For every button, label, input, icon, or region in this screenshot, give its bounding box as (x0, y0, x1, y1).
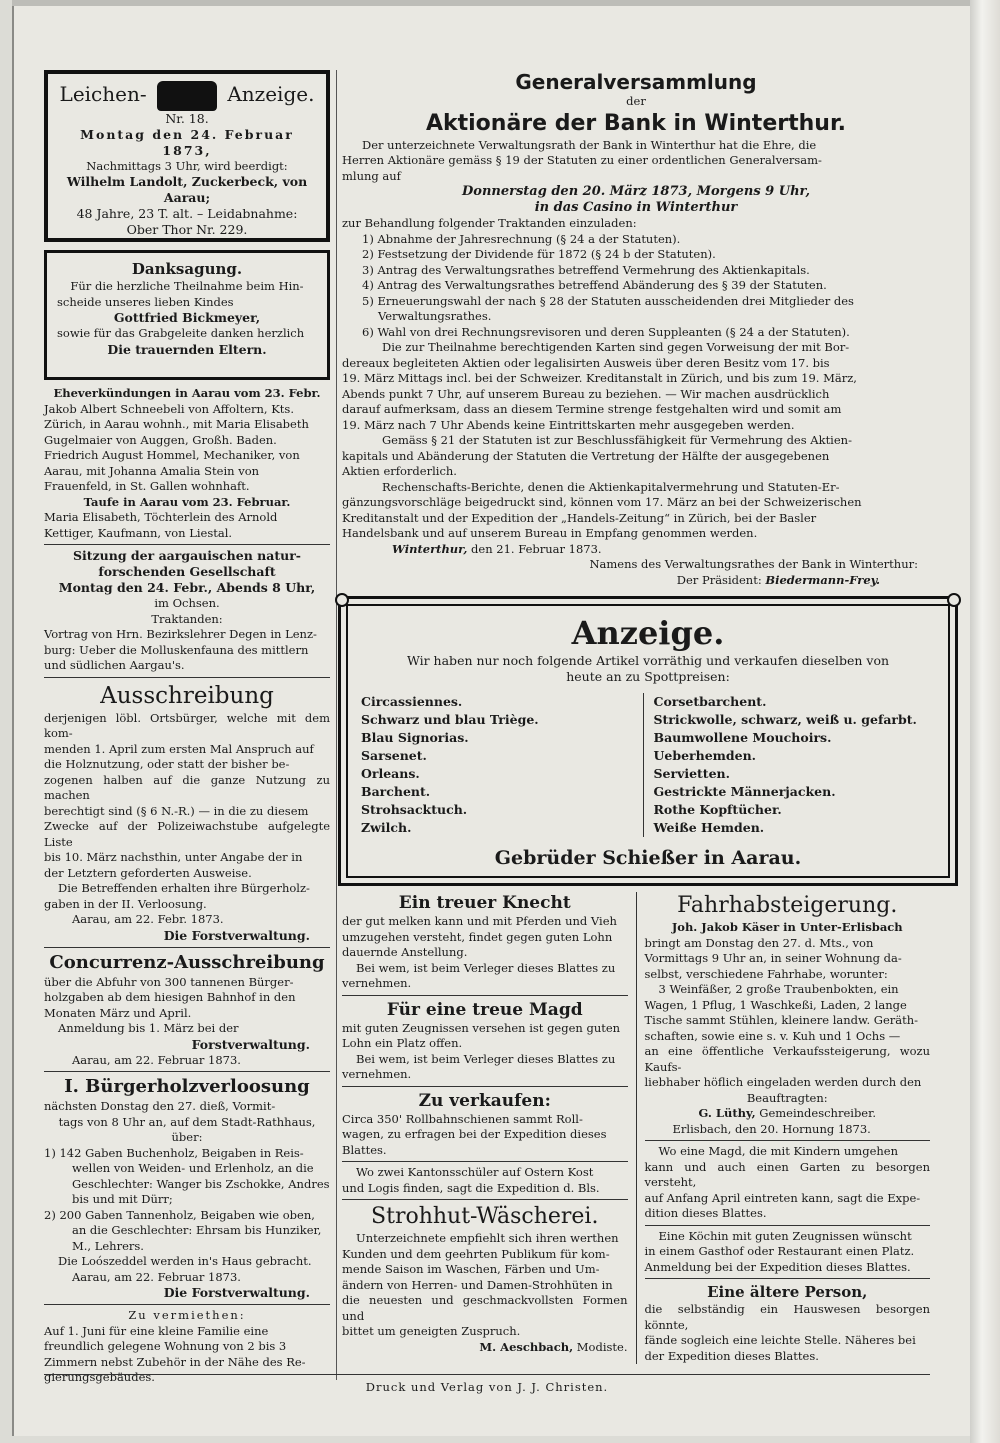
knecht-title: Ein treuer Knecht (398, 893, 571, 913)
person-line: der Expedition dieses Blattes. (644, 1348, 819, 1363)
verkauf-line: Blattes. (342, 1142, 387, 1157)
anzeige-signature: Gebrüder Schießer in Aarau. (494, 847, 802, 869)
verloosung-item: an die Geschlechter: Ehrsam bis Hunziker, (72, 1223, 322, 1237)
ausschreibung-line: bis 10. März nachsthin, unter Angabe der in (44, 850, 303, 864)
thanks-line: sowie für das Grabgeleite danken herzlich (57, 326, 305, 340)
magd2-line: dition dieses Blattes. (644, 1206, 767, 1220)
ausschreibung-line: gaben in der II. Verloosung. (44, 896, 207, 911)
ausschreibung-line: menden 1. April zum ersten Mal Anspruch auf (44, 741, 314, 756)
rent-line: gierungsgebäudes. (44, 1370, 155, 1384)
agenda-item: 1) Abnahme der Jahresrechnung (§ 24 a der Statuten). (362, 231, 681, 246)
verloosung-item: M., Lehrers. (72, 1238, 144, 1253)
death-line: Nachmittags 3 Uhr, wird beerdigt: (86, 158, 288, 173)
verkauf-line: wagen, zu erfragen bei der Expedition dieses (342, 1127, 607, 1141)
fahrhab-line: selbst, verschiedene Fahrhabe, worunter: (644, 966, 888, 981)
assembly-line: Gemäss § 21 der Statuten ist zur Beschlussfähigkeit für Vermehrung des Aktien- (382, 433, 852, 447)
marriage-line: Jakob Albert Schneebeli von Affoltern, Kts. (44, 401, 294, 416)
assembly-place: in das Casino in Winterthur (534, 200, 738, 215)
divider (342, 1199, 628, 1200)
anzeige-line: heute an zu Spottpreisen: (566, 669, 730, 684)
fahrhab-signature: G. Lüthy, (698, 1106, 756, 1120)
divider (44, 677, 330, 678)
assembly-date: Donnerstag den 20. März 1873, Morgens 9 Uhr, (462, 184, 810, 199)
anzeige-item: Gestrickte Männerjacken. (653, 784, 836, 799)
concurrenz-line: holzgaben ab dem hiesigen Bahnhof in den (44, 990, 296, 1004)
knecht-line: dauernde Anstellung. (342, 945, 468, 959)
fahrhab-date: Erlisbach, den 20. Hornung 1873. (672, 1121, 871, 1136)
anzeige-item: Corsetbarchent. (653, 694, 767, 709)
assembly-der: der (626, 94, 646, 108)
agenda-item: 3) Antrag des Verwaltungsrathes betreffend Vermehrung des Aktienkapitals. (362, 262, 810, 277)
anzeige-item: Zwilch. (361, 820, 412, 835)
death-date: Montag den 24. Februar 1873, (80, 126, 294, 158)
verloosung-notice (44, 1075, 330, 1301)
marriage-line: Zürich, in Aarau wohnh., mit Maria Elisabeth (44, 417, 309, 431)
death-title-a: Leichen- (59, 82, 147, 106)
magd-line: Lohn ein Platz offen. (342, 1036, 463, 1050)
rent-line: Auf 1. Juni für eine kleine Familie eine (44, 1323, 269, 1338)
assembly-line: kapitals und Abänderung der Statuten die Vertretung der Hälfte der ausgegebenen (342, 448, 830, 463)
divider (342, 1161, 628, 1162)
concurrenz-notice (44, 951, 330, 1069)
stroh-signature-role: Modiste. (576, 1339, 628, 1354)
koechin-line: Anmeldung bei der Expedition dieses Blattes. (644, 1259, 911, 1274)
verloosung-line: Die Loószeddel werden in's Haus gebracht. (58, 1254, 312, 1268)
knecht-line: umzugehen versteht, findet gegen guten Lohn (342, 929, 613, 944)
marriage-line: Frauenfeld, in St. Gallen wohnhaft. (44, 479, 250, 493)
magd2-line: auf Anfang April eintreten kann, sagt die Expe- (644, 1190, 921, 1205)
death-title-b: Anzeige. (227, 82, 315, 106)
koechin-line: in einem Gasthof oder Restaurant einen Platz. (644, 1244, 915, 1258)
thanks-title: Danksagung. (131, 260, 243, 278)
general-assembly-notice (342, 70, 930, 590)
baptism-line: Kettiger, Kaufmann, von Liestal. (44, 525, 233, 540)
society-title: forschenden Gesellschaft (98, 564, 276, 579)
stroh-line: die neuesten und geschmackvollsten Formen und (342, 1293, 628, 1323)
marriage-line: Gugelmaier von Auggen, Großh. Baden. (44, 432, 277, 447)
assembly-signature: Namens des Verwaltungsrathes der Bank in Winterthur: (589, 557, 918, 571)
assembly-sign-date: den 21. Februar 1873. (471, 541, 602, 556)
assembly-line: Abends punkt 7 Uhr, auf unserem Bureau zu beziehen. — Wir machen ausdrücklich (342, 386, 830, 401)
divider (645, 1140, 931, 1141)
stroh-line: ändern von Herren- und Damen-Strohhüten in (342, 1277, 613, 1292)
marriage-title: Eheverkündungen in Aarau vom 23. Febr. (53, 386, 321, 400)
assembly-line: Rechenschafts-Berichte, denen die Aktienkapitalvermehrung und Statuten-Er- (382, 479, 840, 494)
koechin-line: Eine Köchin mit guten Zeugnissen wünscht (658, 1228, 912, 1243)
verkauf-line: Circa 350' Rollbahnschienen sammt Roll- (342, 1111, 583, 1126)
knecht-line: vernehmen. (342, 976, 412, 990)
divider (44, 544, 330, 545)
stroh-line: mende Saison im Waschen, Färben und Um- (342, 1262, 600, 1276)
divider (44, 1304, 330, 1305)
small-ads (342, 892, 930, 1364)
divider (44, 1071, 330, 1072)
assembly-line: Die zur Theilnahme berechtigenden Karten sind gegen Vorweisung der mit Bor- (382, 340, 850, 354)
anzeige-item: Circassiennes. (361, 694, 463, 709)
assembly-line: zur Behandlung folgender Traktanden einzuladen: (342, 216, 637, 230)
concurrenz-title: Concurrenz-Ausschreibung (49, 951, 325, 973)
assembly-subtitle: Aktionäre der Bank in Winterthur. (425, 110, 847, 136)
ausschreibung-signature: Die Forstverwaltung. (163, 927, 310, 943)
stroh-line: Unterzeichnete empfiehlt sich ihren werthen (356, 1231, 619, 1245)
right-column (342, 70, 930, 1364)
imprint-footer: Druck und Verlag von J. J. Christen. (365, 1380, 609, 1394)
stroh-line: bittet um geneigten Zuspruch. (342, 1324, 521, 1338)
assembly-sign-place: Winterthur, (392, 541, 468, 556)
ausschreibung-line: derjenigen löbl. Ortsbürger, welche mit dem kom- (44, 710, 330, 740)
page-binding-edge (970, 0, 1000, 1443)
marriage-line: Aarau, mit Johanna Amalia Stein von (44, 463, 260, 478)
anzeige-item: Rothe Kopftücher. (653, 802, 782, 817)
agenda-item: 6) Wahl von drei Rechnungsrevisoren und deren Suppleanten (§ 24 a der Statuten). (362, 324, 850, 339)
rent-line: freundlich gelegene Wohnung von 2 bis 3 (44, 1339, 287, 1353)
anzeige-item: Weiße Hemden. (653, 820, 765, 835)
ausschreibung-date: Aarau, am 22. Febr. 1873. (72, 912, 224, 926)
knecht-line: Bei wem, ist beim Verleger dieses Blattes zu (356, 960, 616, 975)
thanks-notice (44, 250, 330, 380)
divider (44, 947, 330, 948)
assembly-line: dereaux begleiteten Aktien oder legalisirten Ausweis über deren Besitz vom 17. bis (342, 355, 830, 370)
anzeige-lists (361, 693, 935, 837)
person-line: die selbständig ein Hauswesen besorgen könnte, (644, 1302, 930, 1332)
anzeige-item: Strickwolle, schwarz, weiß u. gefarbt. (653, 712, 917, 727)
assembly-line: Herren Aktionäre gemäss § 19 der Statuten zu einer ordentlichen Generalversam- (342, 153, 822, 167)
verloosung-signature: Die Forstverwaltung. (163, 1285, 310, 1300)
fahrhab-line: an eine öffentliche Verkaufssteigerung, wozu Kaufs- (644, 1044, 930, 1074)
small-ads-right (636, 892, 931, 1364)
rent-line: Zimmern nebst Zubehör in der Nähe des Re- (44, 1354, 306, 1369)
anzeige-item: Sarsenet. (361, 748, 427, 763)
footer-rule (44, 1374, 930, 1375)
divider (645, 1225, 931, 1226)
verkauf-title: Zu verkaufen: (418, 1090, 551, 1111)
divider (342, 1086, 628, 1087)
death-line: 48 Jahre, 23 T. alt. – Leidabnahme: (76, 206, 298, 221)
fahrhab-line: liebhaber höflich eingeladen werden durch den (644, 1075, 922, 1089)
agenda-item: 5) Erneuerungswahl der nach § 28 der Statuten ausscheidenden drei Mitglieder des (362, 293, 854, 308)
death-notice (44, 70, 330, 242)
concurrenz-line: Monaten März und April. (44, 1005, 192, 1020)
death-title (58, 80, 316, 111)
anzeige-item: Strohsacktuch. (361, 802, 468, 817)
verloosung-title: I. Bürgerholzverloosung (64, 1076, 310, 1097)
magd2-line: kann und auch einen Garten zu besorgen versteht, (644, 1159, 930, 1189)
kost-line: Wo zwei Kantonsschüler auf Ostern Kost (356, 1165, 594, 1179)
knecht-line: der gut melken kann und mit Pferden und Vieh (342, 914, 617, 928)
ausschreibung-line: die Holznutzung, oder statt der bisher be- (44, 757, 290, 771)
anzeige-list-left (361, 693, 643, 837)
anzeige-item: Barchent. (361, 784, 431, 799)
agenda-item: 4) Antrag des Verwaltungsrathes betreffend Abänderung des § 39 der Statuten. (362, 278, 827, 292)
verloosung-item: 2) 200 Gaben Tannenholz, Beigaben wie oben, (44, 1207, 315, 1222)
concurrenz-line: Anmeldung bis 1. März bei der (58, 1021, 239, 1035)
baptism-line: Maria Elisabeth, Töchterlein des Arnold (44, 510, 278, 524)
rent-title: Zu vermiethen: (128, 1308, 246, 1322)
assembly-line: Kreditanstalt und der Expedition der „Handels-Zeitung“ in Zürich, bei der Basler (342, 510, 817, 525)
fahrhab-line: Vormittags 9 Uhr an, in seiner Wohnung da- (644, 951, 902, 965)
anzeige-item: Schwarz und blau Triège. (361, 712, 539, 727)
assembly-president: Biedermann-Frey. (765, 572, 880, 587)
magd-line: mit guten Zeugnissen versehen ist gegen guten (342, 1020, 621, 1035)
anzeige-item: Baumwollene Mouchoirs. (653, 730, 832, 745)
fahrhab-line: 3 Weinfäßer, 2 große Traubenbokten, ein (658, 982, 899, 996)
verloosung-item: bis und mit Dürr; (72, 1192, 173, 1206)
society-line: Vortrag von Hrn. Bezirkslehrer Degen in Lenz- (44, 627, 317, 641)
assembly-line: Handelsbank und auf unserem Bureau in Empfang genommen werden. (342, 526, 758, 540)
fahrhab-line: Joh. Jakob Käser in Unter-Erlisbach (671, 920, 903, 934)
coffin-emblem-icon (157, 81, 217, 111)
fahrhab-line: Wagen, 1 Pflug, 1 Waschkeßi, Laden, 2 lange (644, 997, 907, 1012)
fahrhab-line: Beauftragten: (746, 1090, 828, 1105)
agenda-item: Verwaltungsrathes. (378, 309, 492, 323)
thanks-line: Für die herzliche Theilnahme beim Hin- (70, 279, 304, 293)
society-title: Sitzung der aargauischen natur- (73, 548, 301, 563)
assembly-line: mlung auf (342, 168, 401, 183)
anzeige-list-right (643, 693, 936, 837)
concurrenz-signature: Forstverwaltung. (191, 1036, 310, 1052)
divider (342, 995, 628, 996)
society-place: im Ochsen. (154, 596, 220, 610)
anzeige-item: Servietten. (653, 766, 730, 781)
anzeige-item: Orleans. (361, 766, 420, 781)
fahrhab-line: schaften, sowie eine s. v. Kuh und 1 Ochs — (644, 1028, 901, 1043)
anzeige-advert (338, 596, 958, 886)
left-column (44, 70, 330, 1386)
assembly-line: gänzungsvorschläge beigedruckt sind, können vom 17. März an bei der Schweizerischen (342, 495, 862, 509)
society-line: und südlichen Aargau's. (44, 658, 185, 672)
ausschreibung-title: Ausschreibung (100, 682, 274, 709)
anzeige-item: Blau Signorias. (361, 730, 469, 745)
thanks-name: Gottfried Bickmeyer, (113, 310, 261, 325)
stroh-title: Strohhut-Wäscherei. (371, 1204, 599, 1229)
stroh-line: Kunden und dem geehrten Publikum für kom- (342, 1246, 610, 1261)
ausschreibung-line: Die Betreffenden erhalten ihre Bürgerholz- (58, 881, 310, 895)
death-number: Nr. 18. (165, 110, 209, 126)
ausschreibung-line: Zwecke auf der Polizeiwachstube aufgelegte Liste (44, 819, 330, 849)
thanks-signature: Die trauernden Eltern. (107, 341, 267, 357)
fahrhab-line: bringt am Donstag den 27. d. Mts., von (644, 935, 874, 950)
marriage-line: Friedrich August Hommel, Mechaniker, von (44, 448, 300, 462)
assembly-line: darauf aufmerksam, dass an diesem Termine strenge festgehalten wird und somit am (342, 402, 842, 416)
concurrenz-date: Aarau, am 22. Februar 1873. (72, 1052, 241, 1067)
death-line: Ober Thor Nr. 229. (126, 222, 248, 237)
society-notice (44, 548, 330, 674)
verloosung-date: Aarau, am 22. Februar 1873. (72, 1269, 241, 1284)
verloosung-line: über: (171, 1130, 203, 1144)
magd-line: vernehmen. (342, 1067, 412, 1081)
agenda-item: 2) Festsetzung der Dividende für 1872 (§ 24 b der Statuten). (362, 247, 716, 261)
death-line: Wilhelm Landolt, Zuckerbeck, von Aarau; (66, 174, 308, 205)
anzeige-line: Wir haben nur noch folgende Artikel vorräthig und verkaufen dieselben von (406, 653, 890, 668)
assembly-line: 19. März nach 7 Uhr Abends keine Eintrittskarten mehr ausgegeben werden. (342, 417, 795, 432)
fahrhab-signature-role: Gemeindeschreiber. (759, 1106, 877, 1120)
magd-line: Bei wem, ist beim Verleger dieses Blattes zu (356, 1051, 616, 1066)
assembly-line: Aktien erforderlich. (342, 464, 457, 478)
verloosung-line: tags von 8 Uhr an, auf dem Stadt-Rathhaus, (58, 1114, 316, 1129)
magd-title: Für eine treue Magd (386, 999, 583, 1020)
column-rule (336, 70, 337, 1380)
assembly-president-label: Der Präsident: (676, 572, 762, 587)
verloosung-item: 1) 142 Gaben Buchenholz, Beigaben in Reis- (44, 1145, 304, 1160)
baptism-title: Taufe in Aarau vom 23. Februar. (83, 494, 291, 509)
concurrenz-line: über die Abfuhr von 300 tannenen Bürger- (44, 974, 294, 989)
ausschreibung-notice (44, 681, 330, 944)
marriage-notices (44, 386, 330, 541)
anzeige-title: Anzeige. (571, 614, 725, 652)
ausschreibung-line: berechtigt sind (§ 6 N.-R.) — in die zu diesem (44, 803, 309, 818)
stroh-signature: M. Aeschbach, (479, 1339, 574, 1354)
magd2-line: Wo eine Magd, die mit Kindern umgehen (658, 1144, 898, 1158)
assembly-line: 19. März Mittags incl. bei der Schweizer. Kreditanstalt in Zürich, und bis zum 19. März, (342, 371, 857, 385)
verloosung-line: nächsten Donstag den 27. dieß, Vormit- (44, 1099, 276, 1113)
person-line: fände sogleich eine leichte Stelle. Näheres bei (644, 1333, 916, 1347)
verloosung-item: wellen von Weiden- und Erlenholz, an die (72, 1161, 314, 1175)
person-title: Eine ältere Person, (707, 1283, 868, 1301)
assembly-line: Der unterzeichnete Verwaltungsrath der Bank in Winterthur hat die Ehre, die (362, 137, 817, 152)
fahrhab-line: Tische sammt Stühlen, kleinere landw. Geräth- (644, 1013, 919, 1027)
society-date: Montag den 24. Febr., Abends 8 Uhr, (58, 580, 316, 595)
verloosung-item: Geschlechter: Wanger bis Zschokke, Andres (72, 1176, 330, 1191)
fahrhab-title: Fahrhabsteigerung. (677, 893, 898, 918)
anzeige-item: Ueberhemden. (653, 748, 757, 763)
ausschreibung-line: der Letztern geforderten Ausweise. (44, 865, 252, 880)
ausschreibung-line: zogenen halben auf die ganze Nutzung zu machen (44, 772, 330, 802)
small-ads-left (342, 892, 636, 1364)
kost-line: und Logis finden, sagt die Expedition d. Bls. (342, 1180, 600, 1195)
assembly-title: Generalversammlung (515, 70, 757, 94)
thanks-line: scheide unseres lieben Kindes (57, 294, 234, 309)
divider (645, 1278, 931, 1279)
society-line: burg: Ueber die Molluskenfauna des mittlern (44, 642, 309, 657)
society-agenda-label: Traktanden: (151, 611, 223, 626)
